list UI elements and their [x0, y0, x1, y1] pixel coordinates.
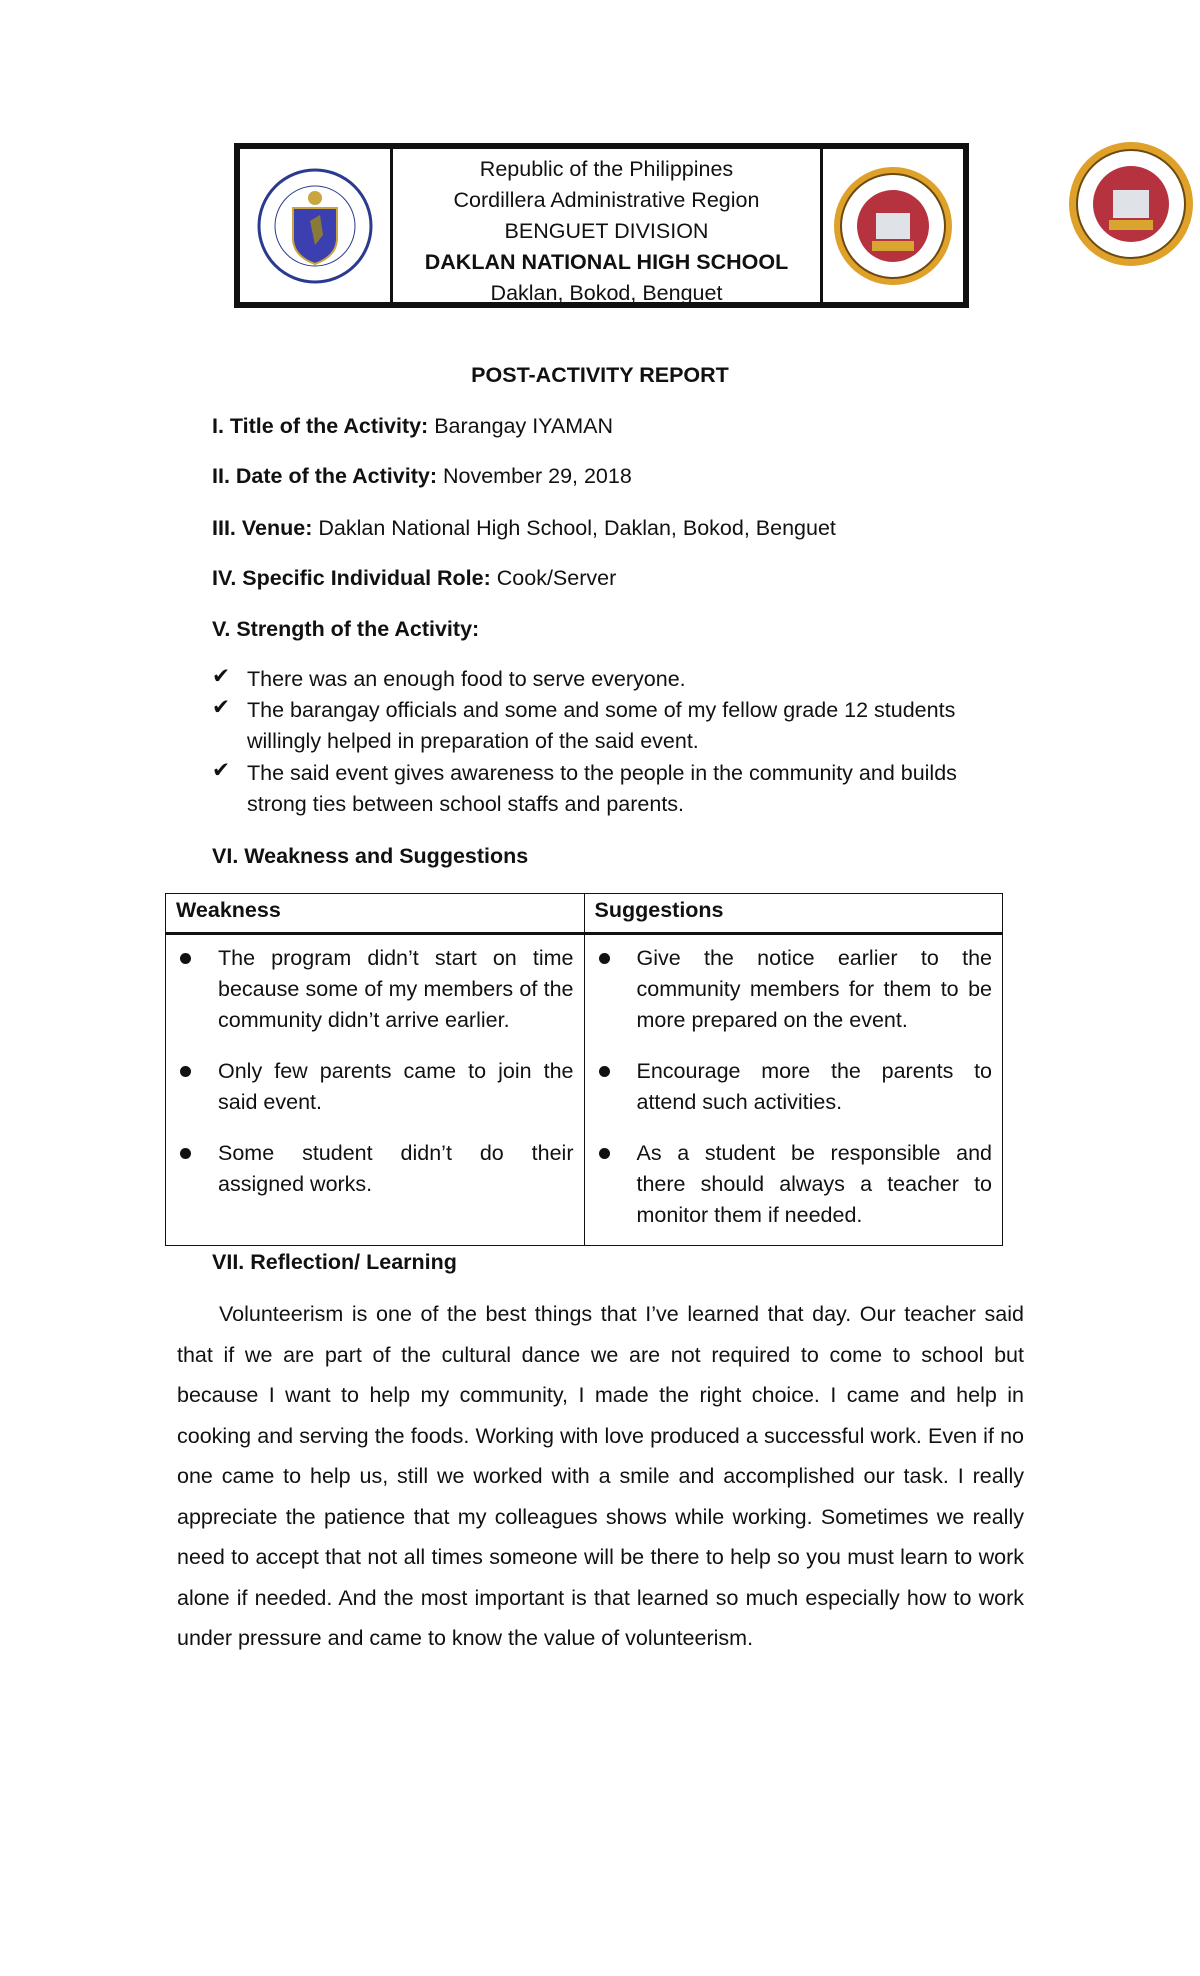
strength-heading: V. Strength of the Activity:: [212, 617, 480, 641]
list-item: Some student didn’t do their assigned works.: [176, 1138, 574, 1200]
list-item: Give the notice earlier to the community members for them to be more prepared on the event.: [595, 943, 993, 1036]
weakness-suggestions-table: [165, 893, 1003, 1246]
strength-item: ✔ The barangay officials and some and some of my fellow grade 12 students willingly helped in preparation of the said event.: [212, 695, 956, 753]
checkmark-icon: ✔: [212, 758, 231, 782]
reflection-heading: VII. Reflection/ Learning: [212, 1250, 457, 1274]
weakness-list: [166, 935, 584, 1214]
list-item: Encourage more the parents to attend such activities.: [595, 1056, 993, 1118]
col-weakness: Weakness: [166, 894, 585, 934]
strength-item: ✔ The said event gives awareness to the people in the community and builds strong ties between school staffs and parents.: [212, 758, 957, 816]
list-item: Only few parents came to join the said event.: [176, 1056, 574, 1118]
checkmark-icon: ✔: [212, 664, 231, 688]
report-title: POST-ACTIVITY REPORT: [471, 363, 729, 387]
deped-seal: [240, 149, 390, 302]
header-line-address: Daklan, Bokod, Benguet: [490, 281, 723, 305]
annex-seal: [1067, 136, 1195, 278]
weakness-heading: VI. Weakness and Suggestions: [212, 844, 529, 868]
field-venue: III. Venue: Daklan National High School, Daklan, Bokod, Benguet: [212, 516, 836, 540]
suggestion-list: [585, 935, 1003, 1245]
header-line-region: Cordillera Administrative Region: [453, 188, 760, 212]
reflection-paragraph: Volunteerism is one of the best things that I’ve learned that day. Our teacher said that if we are part of the cultural dance we are not required to come to school but because I want to help my community, I made the right choice. I came and help in cooking and serving the foods. Working with love produced a successful work. Even if no one came to help us, still we worked with a smile and accomplished our task. I really appreciate the patience that my colleagues shows while working. Sometimes we really need to accept that not all times someone will be there to help so you must learn to work alone if needed. And the most important is that learned so much especially how to work under pressure and came to know the value of volunteerism.: [177, 1302, 1024, 1650]
header-line-division: BENGUET DIVISION: [504, 219, 709, 243]
letterhead: [234, 143, 969, 308]
school-seal: [823, 149, 963, 302]
strength-item: ✔ There was an enough food to serve everyone.: [212, 664, 686, 691]
list-item: As a student be responsible and there should always a teacher to monitor them if needed.: [595, 1138, 993, 1231]
field-title: I. Title of the Activity: Barangay IYAMAN: [212, 414, 614, 438]
checkmark-icon: ✔: [212, 695, 231, 719]
field-date: II. Date of the Activity: November 29, 2018: [212, 464, 632, 488]
header-line-school: DAKLAN NATIONAL HIGH SCHOOL: [424, 250, 789, 274]
field-role: IV. Specific Individual Role: Cook/Server: [212, 566, 617, 590]
col-suggestions: Suggestions: [584, 894, 1003, 934]
letterhead-text: [393, 149, 820, 305]
list-item: The program didn’t start on time because some of my members of the community didn’t arrive earlier.: [176, 943, 574, 1036]
header-line-country: Republic of the Philippines: [479, 157, 734, 181]
